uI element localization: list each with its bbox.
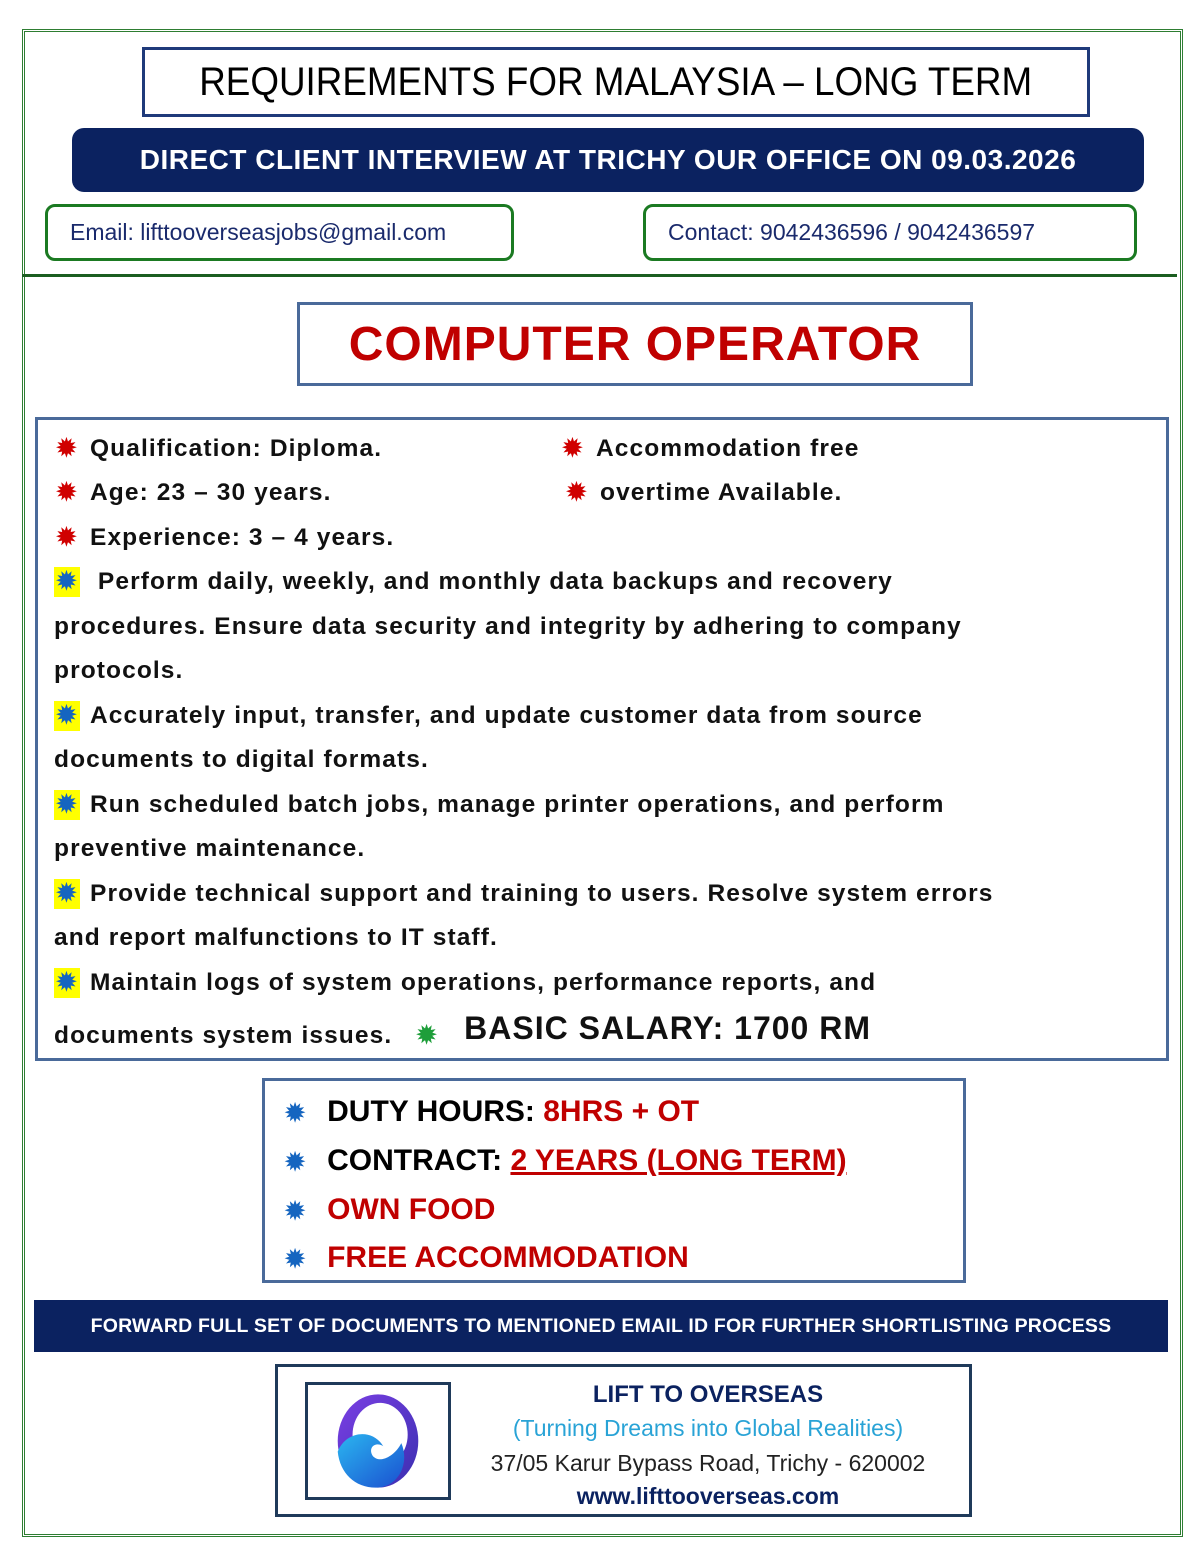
duty-item xyxy=(54,701,923,731)
star-bullet-icon: ✹ xyxy=(54,701,80,731)
star-bullet-icon: ✹ xyxy=(54,968,80,998)
star-bullet-icon: ✹ xyxy=(566,479,588,506)
duty-text: Provide technical support and training to users. Resolve system errors xyxy=(90,880,994,907)
requirement-item xyxy=(564,478,842,508)
star-bullet-icon: ✹ xyxy=(56,479,78,506)
star-bullet-icon: ✹ xyxy=(416,1022,438,1049)
contact-box[interactable]: Contact: 9042436596 / 9042436597 xyxy=(643,204,1137,261)
term-value: FREE ACCOMMODATION xyxy=(327,1241,689,1274)
term-value: OWN FOOD xyxy=(327,1193,496,1226)
company-website-link[interactable]: www.lifttooverseas.com xyxy=(576,1483,840,1509)
requirement-text: Accommodation free xyxy=(596,435,860,462)
duty-text: protocols. xyxy=(54,657,184,684)
requirements-box xyxy=(35,417,1169,1061)
duty-text: documents system issues. xyxy=(54,1022,393,1049)
requirement-text: Age: 23 – 30 years. xyxy=(90,479,332,506)
duty-text: Maintain logs of system operations, performance reports, and xyxy=(90,969,877,996)
duty-text: Accurately input, transfer, and update customer data from source xyxy=(90,702,923,729)
basic-salary: BASIC SALARY: 1700 RM xyxy=(464,1010,871,1046)
duty-text: documents to digital formats. xyxy=(54,746,429,773)
accommodation xyxy=(285,1241,689,1275)
term-label: CONTRACT: xyxy=(327,1144,503,1177)
requirement-text: Qualification: Diploma. xyxy=(90,435,383,462)
company-tagline: (Turning Dreams into Global Realities) xyxy=(512,1415,904,1441)
requirement-text: overtime Available. xyxy=(600,479,843,506)
company-footer xyxy=(275,1364,972,1517)
job-title: COMPUTER OPERATOR xyxy=(297,302,973,386)
requirement-text: Experience: 3 – 4 years. xyxy=(90,524,395,551)
star-bullet-icon: ✹ xyxy=(562,435,584,462)
duty-item xyxy=(54,567,893,597)
star-bullet-icon: ✹ xyxy=(56,524,78,551)
company-address: 37/05 Karur Bypass Road, Trichy - 620002 xyxy=(490,1450,926,1476)
page-title-text: REQUIREMENTS FOR MALAYSIA – LONG TERM xyxy=(199,59,1033,104)
star-bullet-icon: ✹ xyxy=(54,790,80,820)
duty-text: Perform daily, weekly, and monthly data backups and recovery xyxy=(97,568,893,595)
star-bullet-icon: ✹ xyxy=(285,1149,306,1176)
requirement-item xyxy=(54,434,382,464)
email-box[interactable]: Email: lifttooverseasjobs@gmail.com xyxy=(45,204,514,261)
interview-banner: DIRECT CLIENT INTERVIEW AT TRICHY OUR OFFICE ON 09.03.2026 xyxy=(72,128,1144,192)
terms-box xyxy=(262,1078,966,1283)
duty-text: preventive maintenance. xyxy=(54,835,366,862)
star-bullet-icon: ✹ xyxy=(285,1246,306,1273)
duty-text: Run scheduled batch jobs, manage printer operations, and perform xyxy=(90,791,945,818)
term-label: DUTY HOURS: xyxy=(327,1095,535,1128)
duty-item xyxy=(54,879,993,909)
star-bullet-icon: ✹ xyxy=(285,1100,306,1127)
page-title xyxy=(142,47,1090,117)
duty-item xyxy=(54,1010,871,1051)
requirement-item xyxy=(54,478,332,508)
contract xyxy=(285,1144,847,1178)
forward-banner: FORWARD FULL SET OF DOCUMENTS TO MENTIONED EMAIL ID FOR FURTHER SHORTLISTING PROCESS xyxy=(34,1300,1168,1352)
logo-swirl-icon xyxy=(325,1388,431,1494)
food xyxy=(285,1193,495,1227)
duty-item xyxy=(54,968,876,998)
divider xyxy=(22,274,1177,277)
star-bullet-icon: ✹ xyxy=(285,1198,306,1225)
term-value: 8HRS + OT xyxy=(543,1095,700,1128)
duty-hours xyxy=(285,1095,699,1129)
star-bullet-icon: ✹ xyxy=(56,435,78,462)
star-bullet-icon: ✹ xyxy=(54,879,80,909)
requirement-item xyxy=(54,523,394,553)
star-bullet-icon: ✹ xyxy=(54,567,80,597)
company-name: LIFT TO OVERSEAS xyxy=(592,1381,824,1408)
term-value: 2 YEARS (LONG TERM) xyxy=(510,1144,847,1177)
company-logo xyxy=(305,1382,451,1500)
requirement-item xyxy=(560,434,859,464)
duty-text: procedures. Ensure data security and integrity by adhering to company xyxy=(54,613,962,640)
duty-item xyxy=(54,790,945,820)
duty-text: and report malfunctions to IT staff. xyxy=(54,924,498,951)
